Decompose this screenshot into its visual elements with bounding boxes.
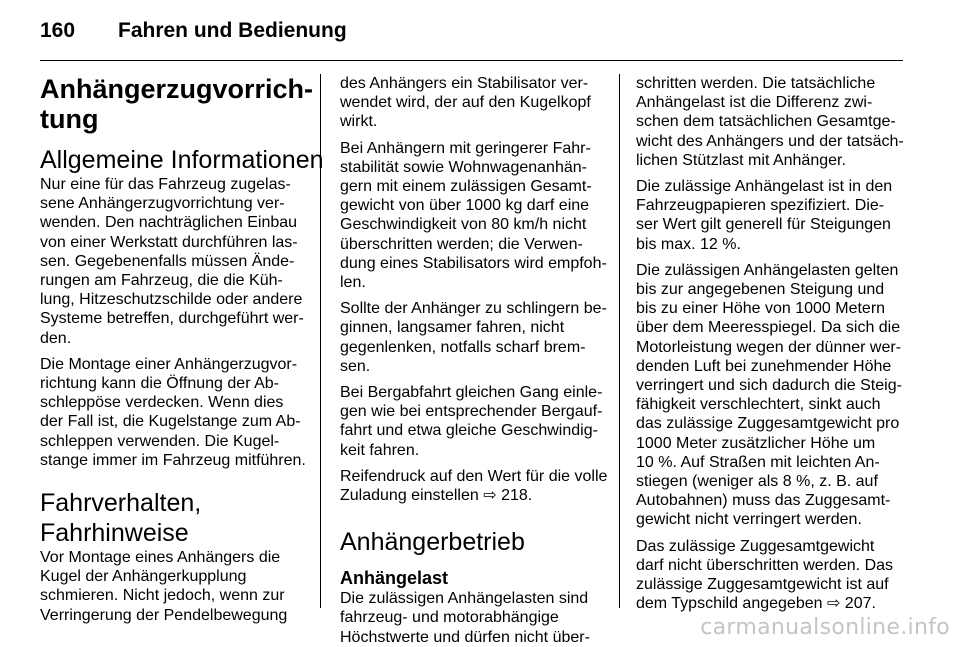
text-line: Die Montage einer Anhängerzugvor- [40, 355, 298, 373]
text-line: Das zulässige Zuggesamtgewicht [636, 537, 875, 555]
text-line: zulässige Zuggesamtgewicht ist auf [636, 576, 889, 594]
text-line: Reifendruck auf den Wert für die volle [340, 467, 608, 485]
text-line: Nur eine für das Fahrzeug zugelas- [40, 176, 291, 193]
paragraph [340, 383, 610, 460]
text-line: lung, Hitzeschutzschilde oder andere [40, 291, 303, 309]
text-line: bis zu einer Höhe von 1000 Metern [636, 300, 886, 318]
text-line: rungen am Fahrzeug, die die Küh- [40, 272, 283, 290]
column-3 [636, 74, 906, 613]
text-line: Anhängelast ist die Differenz zwi- [636, 94, 873, 112]
page-reference-link[interactable]: Zuladung einstellen ⇨ 218. [340, 487, 533, 505]
heading-driving-tips [40, 488, 308, 548]
text-line: keit fahren. [340, 441, 420, 459]
text-line: gewicht nicht verringert werden. [636, 511, 862, 529]
text-line: Die zulässige Anhängelast ist in den [636, 178, 893, 196]
text-line: stabilität sowie Wohnwagenanhän- [340, 158, 587, 176]
text-line: verringert und sich dadurch die Steig- [636, 377, 902, 395]
text-line: fahrt und etwa gleiche Geschwindig- [340, 422, 598, 440]
text-line: lichen Stützlast mit Anhänger. [636, 151, 846, 169]
chapter-title-line: tung [40, 104, 99, 134]
heading-line: Fahrhinweise [40, 519, 189, 548]
text-line: 1000 Meter zusätzlicher Höhe um [636, 434, 876, 452]
text-line: der Fall ist, die Kugelstange zum Ab- [40, 413, 301, 431]
text-line: gen wie bei entsprechender Bergauf- [340, 403, 603, 421]
text-line: Bei Bergabfahrt gleichen Gang einle- [340, 384, 603, 402]
column-1 [40, 74, 324, 625]
text-line: Autobahnen) muss das Zuggesamt- [636, 492, 891, 510]
paragraph [40, 548, 308, 625]
text-line: gegenlenken, notfalls scharf brem- [340, 338, 586, 356]
text-line: ser Wert gilt generell für Steigungen [636, 216, 891, 234]
text-line: Systeme betreffen, durchgeführt wer- [40, 310, 304, 328]
paragraph [340, 299, 610, 376]
text-line: Höchstwerte und dürfen nicht über- [340, 628, 590, 646]
paragraph [340, 467, 610, 505]
text-line: Vor Montage eines Anhängers die [40, 549, 281, 567]
chapter-title-line: Anhängerzugvorrich- [40, 74, 314, 104]
text-line: wicht des Anhängers und der tatsäch- [636, 132, 904, 150]
section-title: Fahren und Bedienung [118, 19, 347, 42]
text-line: über dem Meeresspiegel. Da sich die [636, 319, 901, 337]
text-line: des Anhängers ein Stabilisator ver- [340, 75, 589, 92]
text-line: überschritten werden; die Verwen- [340, 235, 583, 253]
page-header [40, 18, 347, 44]
column-2 [340, 74, 610, 647]
text-line: ginnen, langsamer fahren, nicht [340, 319, 565, 337]
text-line: sen. [340, 357, 371, 375]
text-line: Motorleistung wegen der dünner wer- [636, 338, 902, 356]
text-line: Verringerung der Pendelbewegung [40, 606, 288, 624]
text-line: wendet wird, der auf den Kugelkopf [340, 94, 591, 112]
paragraph [340, 589, 610, 647]
text-line: stiegen (weniger als 8 %, z. B. auf [636, 473, 878, 491]
chapter-title [40, 74, 314, 134]
text-line: Die zulässigen Anhängelasten gelten [636, 261, 899, 279]
paragraph [636, 177, 906, 254]
text-line: Geschwindigkeit von 80 km/h nicht [340, 216, 587, 234]
paragraph [340, 74, 610, 132]
paragraph [340, 139, 610, 293]
text-line: Die zulässigen Anhängelasten sind [340, 590, 589, 608]
text-line: fahrzeug- und motorabhängige [340, 609, 559, 627]
text-line: bis max. 12 %. [636, 235, 741, 253]
text-line: fähigkeit verschlechtert, sinkt auch [636, 396, 881, 414]
text-line: richtung kann die Öffnung der Ab- [40, 375, 279, 393]
header-divider [40, 60, 903, 61]
heading-trailer-load: Anhängelast [340, 568, 449, 589]
heading-line: Fahrverhalten, [40, 489, 202, 518]
column-divider-2 [619, 74, 620, 608]
heading-trailer-operation: Anhängerbetrieb [340, 528, 525, 557]
text-line: von einer Werkstatt durchführen las- [40, 233, 298, 251]
text-line: denden Luft bei zunehmender Höhe [636, 357, 892, 375]
paragraph [636, 74, 906, 170]
text-line: gewicht von über 1000 kg darf eine [340, 197, 590, 215]
text-line: schen dem tatsächlichen Gesamtge- [636, 113, 896, 131]
text-line: Sollte der Anhänger zu schlingern be- [340, 300, 607, 318]
text-line: gern mit einem zulässigen Gesamt- [340, 178, 592, 196]
text-line: 10 %. Auf Straßen mit leichten An- [636, 453, 880, 471]
page-number: 160 [40, 19, 76, 42]
paragraph [636, 261, 906, 530]
text-line: den. [40, 329, 72, 347]
text-line: schritten werden. Die tatsächliche [636, 75, 876, 92]
text-line: len. [340, 274, 366, 292]
text-line: Fahrzeugpapieren spezifiziert. Die- [636, 197, 885, 215]
text-line: bis zur angegebenen Steigung und [636, 281, 885, 299]
page-reference-link[interactable]: dem Typschild angegeben ⇨ 207. [636, 595, 876, 613]
text-line: Bei Anhängern mit geringerer Fahr- [340, 139, 591, 157]
text-line: wirkt. [340, 113, 378, 131]
text-line: dung eines Stabilisators wird empfoh- [340, 254, 607, 272]
text-line: sene Anhängerzugvorrichtung ver- [40, 195, 285, 213]
text-line: das zulässige Zuggesamtgewicht pro [636, 415, 900, 433]
text-line: schmieren. Nicht jedoch, wenn zur [40, 587, 285, 605]
text-line: wenden. Den nachträglichen Einbau [40, 214, 298, 232]
text-line: sen. Gegebenenfalls müssen Ände- [40, 252, 295, 270]
text-line: darf nicht überschritten werden. Das [636, 556, 894, 574]
text-line: stange immer im Fahrzeug mitführen. [40, 451, 306, 469]
paragraph [636, 537, 906, 614]
text-line: schleppen verwenden. Die Kugel- [40, 432, 280, 450]
text-line: schleppöse verdecken. Wenn dies [40, 394, 284, 412]
heading-general-information: Allgemeine Informationen [40, 146, 324, 174]
text-line: Kugel der Anhängerkupplung [40, 568, 247, 586]
paragraph [40, 355, 308, 470]
watermark: carmanualsonline.info [700, 615, 950, 640]
paragraph [40, 175, 308, 348]
